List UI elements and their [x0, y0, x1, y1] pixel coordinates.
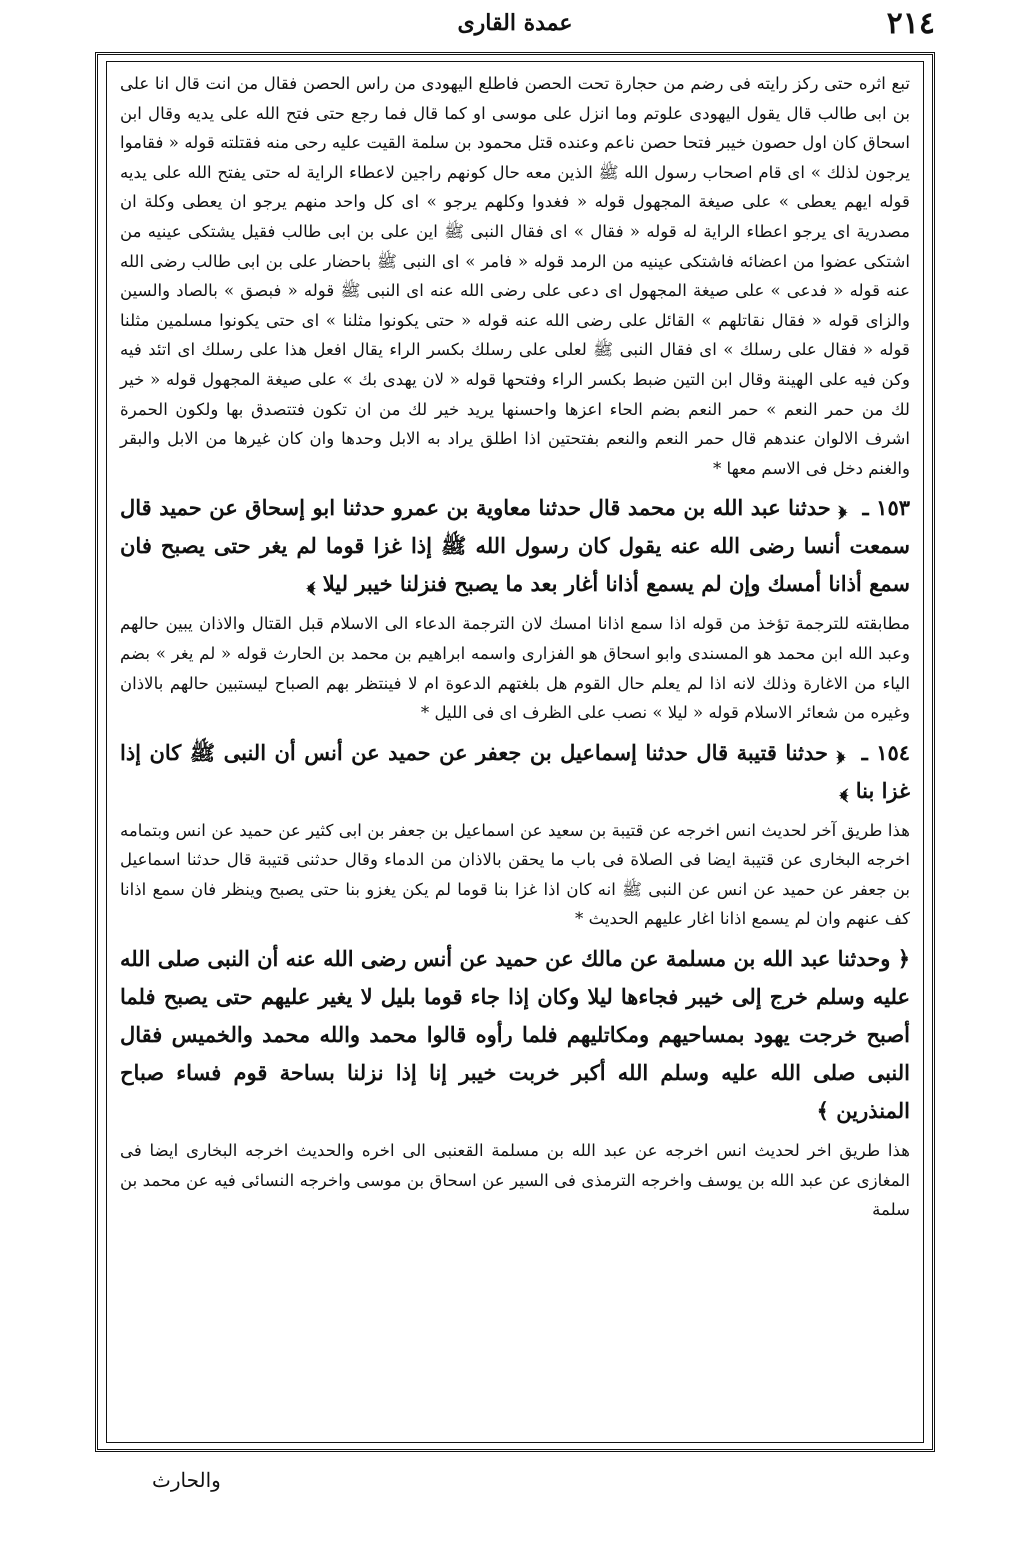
- hadith-open-bracket: ﴿: [838, 495, 847, 521]
- hadith-text: حدثنا عبد الله بن محمد قال حدثنا معاوية بن عمرو حدثنا ابو إسحاق عن حميد قال سمعت أنسا رضى الله عنه يقول كان رسول الله ﷺ إذا غزا قوما لم يغر حتى يصبح فان سمع أذانا أمسك وإن لم يسمع أذانا أغار بعد ما يصبح فنزلنا خيبر ليلا: [120, 495, 910, 597]
- hadith-number: ١٥٣ ـ: [862, 495, 911, 521]
- hadith-paragraph: [120, 734, 910, 810]
- hadith-paragraph: [120, 940, 910, 1130]
- hadith-text: وحدثنا عبد الله بن مسلمة عن مالك عن حميد عن أنس رضى الله عنه أن النبى صلى الله عليه وسلم خرج إلى خيبر فجاءها ليلا وكان إذا جاء قوما بليل لا يغير عليهم حتى يصبح فلما أصبح خرجت يهود بمساحيهم ومكاتليهم فلما رأوه قالوا محمد والله محمد والخميس فقال النبى صلى الله عليه وسلم الله أكبر خربت خيبر إنا إذا نزلنا بساحة قوم فساء صباح المنذرين: [120, 946, 910, 1124]
- hadith-close-bracket: ﴾: [816, 1098, 829, 1124]
- commentary-paragraph: [120, 1136, 910, 1225]
- hadith-number: ١٥٤ ـ: [861, 739, 911, 765]
- hadith-text: حدثنا قتيبة قال حدثنا إسماعيل بن جعفر عن حميد عن أنس أن النبى ﷺ كان إذا غزا بنا: [120, 739, 910, 803]
- page-number: ٢١٤: [886, 6, 935, 41]
- commentary-text: تبع اثره حتى ركز رايته فى رضم من حجارة تحت الحصن فاطلع اليهودى من راس الحصن فقال من انت قال انا على بن ابى طالب قال يقول اليهودى علوتم وما انزل على موسى او كما قال فما رجع حتى فتح الله على يديه وقال ابن اسحاق كان اول حصون خيبر فتحا حصن ناعم وعنده قتل محمود بن سلمة القيت عليه رحى منه فقتلته قوله « فقاموا يرجون لذلك » اى قام اصحاب رسول الله ﷺ الذين معه حال كونهم راجين لاعطاء الراية له حتى يفتح الله على يديه قوله ايهم يعطى » على صيغة المجهول قوله « فغدوا وكلهم يرجو » اى كل واحد منهم يرجو ان يعطى وكلة ان مصدرية اى يرجو اعطاء الراية له قوله « فقال » اى فقال النبى ﷺ اين على بن ابى طالب فقيل يشتكى عينيه من اشتكى عضوا من اعضائه فاشتكى عينيه من الرمد قوله « فامر » اى النبى ﷺ باحضار على بن ابى طالب رضى الله عنه قوله « فدعى » على صيغة المجهول اى دعى على رضى الله عنه اى النبى ﷺ قوله « فبصق » بالصاد والسين والزاى قوله « فقال نقاتلهم » القائل على رضى الله عنه قوله « حتى يكونوا مثلنا » اى حتى يكونوا مسلمين مثلنا قوله « فقال على رسلك » اى فقال النبى ﷺ لعلى على رسلك بكسر الراء يقال افعل هذا على رسلك اى اتئد فيه وكن فيه على الهينة وقال ابن التين ضبط بكسر الراء وفتحها قوله « لان يهدى بك » على صيغة المجهول قوله « خير لك من حمر النعم » حمر النعم بضم الحاء اعزها واحسنها يريد خير لك من ان تكون فتتصدق بها ولكون الحمرة اشرف الالوان عندهم قال حمر النعم والنعم بفتحتين اذا اطلق يراد به الابل وحدها وان كان غيرها من الابل والبقر والغنم دخل فى الاسم معها *: [120, 74, 911, 478]
- catch-word: والحارث: [152, 1468, 221, 1492]
- page-header: [95, 0, 935, 52]
- commentary-paragraph: [120, 69, 910, 483]
- commentary-text: هذا طريق اخر لحديث انس اخرجه عن عبد الله بن مسلمة القعنبى الى اخره والحديث اخرجه البخارى ايضا فى المغازى عن عبد الله بن يوسف واخرجه الترمذى فى السير عن اسحاق بن موسى واخرجه النسائى فيه عن محمد بن سلمة: [120, 1141, 910, 1220]
- hadith-paragraph: [120, 489, 910, 603]
- commentary-text: مطابقته للترجمة تؤخذ من قوله اذا سمع اذانا امسك لان الترجمة الدعاء الى الاسلام قبل القتال والاذان يبين حالهم وعبد الله ابن محمد هو المسندى وابو اسحاق هو الفزارى واسمه ابراهيم بن محمد بن الحارث قوله « لم يغر » بضم الياء من الاغارة وذلك لانه اذا لم يعلم حال القوم هل بلغتهم الدعوة ام لا فينتظر بهم الصباح ليستبين حالهم بالاذان وغيره من شعائر الاسلام قوله « ليلا » نصب على الظرف اى فى الليل *: [120, 614, 910, 723]
- commentary-paragraph: [120, 609, 910, 727]
- commentary-text: هذا طريق آخر لحديث انس اخرجه عن قتيبة بن سعيد عن اسماعيل بن جعفر بن ابى كثير عن حميد عن انس وبتمامه اخرجه البخارى عن قتيبة ايضا فى الصلاة فى باب ما يحقن بالاذان من الدماء وقال حدثنى قتيبة قال حدثنا اسماعيل بن جعفر عن حميد عن انس عن النبى ﷺ انه كان اذا غزا بنا قوما لم يكن يغزو بنا حتى يصبح وينظر فان سمع اذانا كف عنهم وان لم يسمع اذانا اغار عليهم الحديث *: [120, 820, 910, 929]
- hadith-close-bracket: ﴾: [306, 571, 316, 597]
- hadith-open-bracket: ﴿: [897, 946, 910, 972]
- running-title: عمدة القارى: [457, 10, 573, 36]
- text-frame: [95, 52, 935, 1452]
- hadith-open-bracket: ﴿: [836, 739, 846, 765]
- commentary-paragraph: [120, 816, 910, 934]
- page-body: [120, 69, 910, 1435]
- hadith-close-bracket: ﴾: [839, 777, 849, 803]
